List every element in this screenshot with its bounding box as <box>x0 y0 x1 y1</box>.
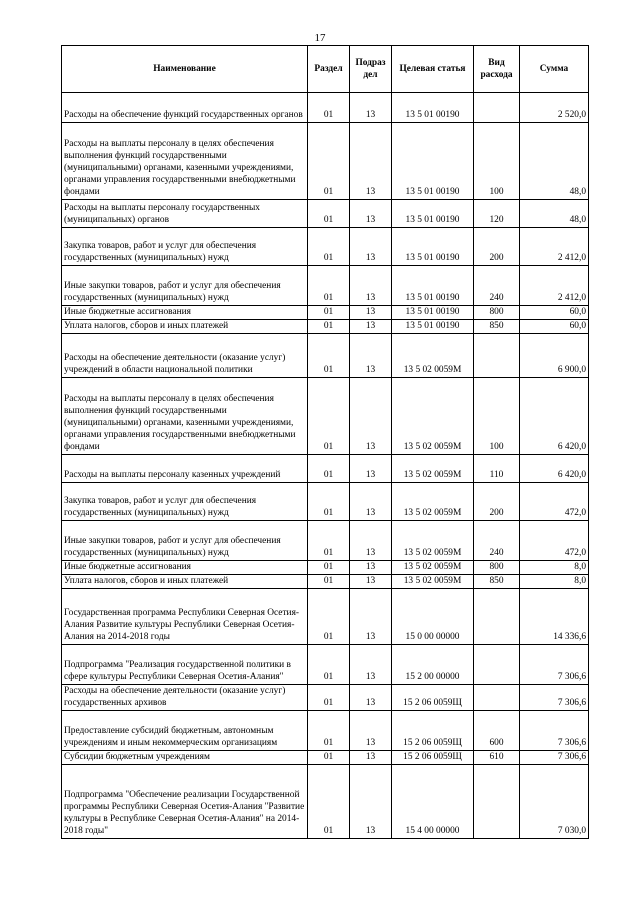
row-expense-type <box>474 685 520 711</box>
row-subsection: 13 <box>350 765 392 839</box>
row-target: 13 5 02 0059М <box>392 455 474 483</box>
row-expense-type: 610 <box>474 751 520 765</box>
table-row <box>62 685 589 711</box>
table-row <box>62 266 589 306</box>
row-name: Расходы на обеспечение деятельности (оказание услуг) государственных архивов <box>62 685 308 711</box>
row-section: 01 <box>308 685 350 711</box>
row-amount: 7 306,6 <box>520 645 589 685</box>
row-name: Уплата налогов, сборов и иных платежей <box>62 575 308 589</box>
row-name: Подпрограмма "Реализация государственной политики в сфере культуры Республики Северная Осетия-Алания" <box>62 645 308 685</box>
row-subsection: 13 <box>350 645 392 685</box>
row-name: Уплата налогов, сборов и иных платежей <box>62 320 308 334</box>
row-subsection: 13 <box>350 200 392 228</box>
row-expense-type: 100 <box>474 378 520 455</box>
row-amount: 8,0 <box>520 575 589 589</box>
row-subsection: 13 <box>350 589 392 645</box>
row-target: 15 2 06 0059Щ <box>392 685 474 711</box>
row-name: Закупка товаров, работ и услуг для обеспечения государственных (муниципальных) нужд <box>62 228 308 266</box>
row-name: Иные бюджетные ассигнования <box>62 561 308 575</box>
row-target: 15 2 06 0059Щ <box>392 711 474 751</box>
row-target: 13 5 01 00190 <box>392 266 474 306</box>
header-expense-type: Вид расхода <box>474 46 520 93</box>
row-expense-type: 240 <box>474 521 520 561</box>
table-row <box>62 751 589 765</box>
row-target: 13 5 01 00190 <box>392 200 474 228</box>
row-subsection: 13 <box>350 685 392 711</box>
row-amount: 7 306,6 <box>520 751 589 765</box>
row-name: Иные закупки товаров, работ и услуг для обеспечения государственных (муниципальных) нужд <box>62 266 308 306</box>
row-expense-type: 850 <box>474 575 520 589</box>
row-subsection: 13 <box>350 266 392 306</box>
row-subsection: 13 <box>350 521 392 561</box>
row-name: Предоставление субсидий бюджетным, автономным учреждениям и иным некоммерческим организациям <box>62 711 308 751</box>
table-row <box>62 228 589 266</box>
row-target: 13 5 02 0059М <box>392 521 474 561</box>
table-row <box>62 200 589 228</box>
row-section: 01 <box>308 455 350 483</box>
row-amount: 6 420,0 <box>520 378 589 455</box>
row-name: Расходы на обеспечение функций государственных органов <box>62 93 308 123</box>
row-amount: 60,0 <box>520 306 589 320</box>
row-amount: 48,0 <box>520 123 589 200</box>
row-subsection: 13 <box>350 483 392 521</box>
row-name: Расходы на выплаты персоналу государственных (муниципальных) органов <box>62 200 308 228</box>
row-name: Подпрограмма "Обеспечение реализации Государственной программы Республики Северная Осетия-Алания "Развитие культуры в Республике Северная Осетия-Алания" на 2014-2018 годы" <box>62 765 308 839</box>
row-section: 01 <box>308 711 350 751</box>
row-expense-type: 200 <box>474 483 520 521</box>
row-expense-type: 240 <box>474 266 520 306</box>
row-expense-type <box>474 589 520 645</box>
row-name: Государственная программа Республики Северная Осетия-Алания Развитие культуры Республики Северная Осетия-Алания на 2014-2018 годы <box>62 589 308 645</box>
row-target: 13 5 01 00190 <box>392 306 474 320</box>
row-expense-type: 100 <box>474 123 520 200</box>
row-target: 15 0 00 00000 <box>392 589 474 645</box>
row-name: Закупка товаров, работ и услуг для обеспечения государственных (муниципальных) нужд <box>62 483 308 521</box>
header-subsection: Подраз дел <box>350 46 392 93</box>
row-target: 13 5 01 00190 <box>392 228 474 266</box>
table-row <box>62 589 589 645</box>
table-row <box>62 645 589 685</box>
table-row <box>62 378 589 455</box>
row-target: 13 5 02 0059М <box>392 334 474 378</box>
row-name: Субсидии бюджетным учреждениям <box>62 751 308 765</box>
row-amount: 6 900,0 <box>520 334 589 378</box>
row-amount: 60,0 <box>520 320 589 334</box>
table-row <box>62 320 589 334</box>
row-target: 13 5 01 00190 <box>392 320 474 334</box>
row-expense-type: 800 <box>474 561 520 575</box>
table-row <box>62 123 589 200</box>
table-row <box>62 455 589 483</box>
row-subsection: 13 <box>350 123 392 200</box>
row-amount: 8,0 <box>520 561 589 575</box>
header-name: Наименование <box>62 46 308 93</box>
table-header-row <box>62 46 589 93</box>
row-subsection: 13 <box>350 561 392 575</box>
row-subsection: 13 <box>350 306 392 320</box>
row-expense-type: 800 <box>474 306 520 320</box>
row-amount: 7 030,0 <box>520 765 589 839</box>
row-subsection: 13 <box>350 455 392 483</box>
page-number: 17 <box>314 32 326 44</box>
table-row <box>62 306 589 320</box>
row-name: Расходы на выплаты персоналу в целях обеспечения выполнения функций государственными (муниципальными) органами, казенными учреждениями, органами управления государственными внебюджетными фондами <box>62 123 308 200</box>
row-section: 01 <box>308 378 350 455</box>
budget-table <box>61 45 589 839</box>
row-section: 01 <box>308 521 350 561</box>
row-amount: 7 306,6 <box>520 685 589 711</box>
row-subsection: 13 <box>350 228 392 266</box>
header-target: Целевая статья <box>392 46 474 93</box>
row-expense-type: 850 <box>474 320 520 334</box>
row-name: Иные бюджетные ассигнования <box>62 306 308 320</box>
row-section: 01 <box>308 575 350 589</box>
header-section: Раздел <box>308 46 350 93</box>
row-target: 15 4 00 00000 <box>392 765 474 839</box>
table-row <box>62 521 589 561</box>
row-name: Расходы на выплаты персоналу в целях обеспечения выполнения функций государственными (муниципальными) органами, казенными учреждениями, органами управления государственными внебюджетными фондами <box>62 378 308 455</box>
row-target: 13 5 02 0059М <box>392 575 474 589</box>
row-expense-type: 120 <box>474 200 520 228</box>
row-amount: 2 412,0 <box>520 266 589 306</box>
row-section: 01 <box>308 589 350 645</box>
row-expense-type <box>474 93 520 123</box>
row-target: 15 2 06 0059Щ <box>392 751 474 765</box>
row-section: 01 <box>308 93 350 123</box>
row-section: 01 <box>308 483 350 521</box>
row-section: 01 <box>308 123 350 200</box>
row-subsection: 13 <box>350 93 392 123</box>
row-section: 01 <box>308 306 350 320</box>
table-row <box>62 765 589 839</box>
table-row <box>62 561 589 575</box>
row-target: 15 2 00 00000 <box>392 645 474 685</box>
row-name: Расходы на выплаты персоналу казенных учреждений <box>62 455 308 483</box>
row-section: 01 <box>308 266 350 306</box>
row-section: 01 <box>308 200 350 228</box>
row-section: 01 <box>308 645 350 685</box>
row-target: 13 5 02 0059М <box>392 378 474 455</box>
row-section: 01 <box>308 320 350 334</box>
row-section: 01 <box>308 561 350 575</box>
row-amount: 2 520,0 <box>520 93 589 123</box>
table-row <box>62 334 589 378</box>
row-amount: 472,0 <box>520 521 589 561</box>
row-section: 01 <box>308 228 350 266</box>
row-name: Иные закупки товаров, работ и услуг для обеспечения государственных (муниципальных) нужд <box>62 521 308 561</box>
row-target: 13 5 01 00190 <box>392 123 474 200</box>
row-expense-type <box>474 765 520 839</box>
row-subsection: 13 <box>350 334 392 378</box>
table-row <box>62 575 589 589</box>
row-amount: 7 306,6 <box>520 711 589 751</box>
row-expense-type <box>474 334 520 378</box>
row-target: 13 5 02 0059М <box>392 483 474 521</box>
row-amount: 6 420,0 <box>520 455 589 483</box>
row-subsection: 13 <box>350 575 392 589</box>
row-target: 13 5 02 0059М <box>392 561 474 575</box>
header-amount: Сумма <box>520 46 589 93</box>
row-target: 13 5 01 00190 <box>392 93 474 123</box>
row-section: 01 <box>308 334 350 378</box>
row-expense-type <box>474 645 520 685</box>
row-amount: 2 412,0 <box>520 228 589 266</box>
row-subsection: 13 <box>350 378 392 455</box>
row-expense-type: 110 <box>474 455 520 483</box>
row-section: 01 <box>308 765 350 839</box>
table-row <box>62 711 589 751</box>
row-section: 01 <box>308 751 350 765</box>
row-subsection: 13 <box>350 320 392 334</box>
row-amount: 472,0 <box>520 483 589 521</box>
row-name: Расходы на обеспечение деятельности (оказание услуг) учреждений в области национальной политики <box>62 334 308 378</box>
table-row <box>62 483 589 521</box>
row-expense-type: 600 <box>474 711 520 751</box>
row-expense-type: 200 <box>474 228 520 266</box>
row-amount: 48,0 <box>520 200 589 228</box>
row-amount: 14 336,6 <box>520 589 589 645</box>
row-subsection: 13 <box>350 711 392 751</box>
table-row <box>62 93 589 123</box>
row-subsection: 13 <box>350 751 392 765</box>
